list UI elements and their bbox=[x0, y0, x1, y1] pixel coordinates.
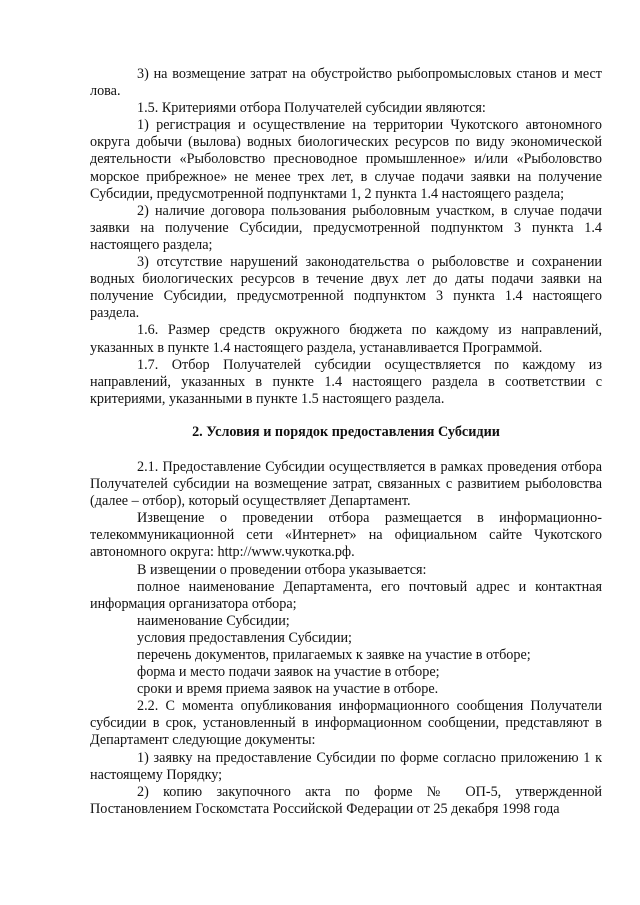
paragraph-1-7-selection: 1.7. Отбор Получателей субсидии осуществляется по каждому из направлений, указанных в пункте 1.4 настоящего раздела в соответствии с критериями, указанными в пункте 1.5 настоящего раздела. bbox=[90, 356, 602, 407]
paragraph-document-2-purchase-act: 2) копию закупочного акта по форме № ОП-5, утвержденной Постановлением Госкомстата Российской Федерации от 25 декабря 1998 года bbox=[90, 783, 602, 817]
paragraph-criterion-3: 3) отсутствие нарушений законодательства о рыболовстве и сохранении водных биологических ресурсов в течение двух лет до даты подачи заявки на получение Субсидии, предусмотренной подпунктом 3 пункта 1.4 настоящего раздела. bbox=[90, 254, 602, 322]
paragraph-notice-publication: Извещение о проведении отбора размещается в информационно-телекоммуникационной сети «Интернет» на официальном сайте Чукотского автономного округа: http://www.чукотка.рф. bbox=[90, 510, 602, 561]
document-page bbox=[90, 66, 602, 818]
paragraph-2-1-provision: 2.1. Предоставление Субсидии осуществляется в рамках проведения отбора Получателей субсидии на возмещение затрат, связанных с развитием рыболовства (далее – отбор), который осуществляет Департамент. bbox=[90, 458, 602, 510]
list-item-subsidy-name: наименование Субсидии; bbox=[137, 612, 290, 629]
section-heading: 2. Условия и порядок предоставления Субсидии bbox=[192, 423, 500, 440]
paragraph-criterion-1: 1) регистрация и осуществление на территории Чукотского автономного округа добычи (вылова) водных биологических ресурсов по виду экономической деятельности «Рыболовство пресноводное промышленное» и/или «Рыболовство морское прибрежное» не менее трех лет, в случае подачи заявки на получение Субсидии, предусмотренной подпунктами 1, 2 пункта 1.4 настоящего раздела; bbox=[90, 117, 602, 202]
list-item-conditions: условия предоставления Субсидии; bbox=[137, 629, 352, 646]
list-item-documents: перечень документов, прилагаемых к заявке на участие в отборе; bbox=[137, 647, 531, 663]
paragraph-subitem-3-stations: 3) на возмещение затрат на обустройство рыбопромысловых станов и мест лова. bbox=[90, 66, 602, 100]
paragraph-2-2-documents: 2.2. С момента опубликования информационного сообщения Получатели субсидии в срок, установленный в информационном сообщении, представляют в Департамент следующие документы: bbox=[90, 698, 602, 749]
list-item-deadlines: сроки и время приема заявок на участие в отборе. bbox=[137, 681, 439, 698]
paragraph-document-1-application: 1) заявку на предоставление Субсидии по форме согласно приложению 1 к настоящему Порядку; bbox=[90, 749, 602, 783]
list-item-form-place: форма и место подачи заявок на участие в отборе; bbox=[137, 664, 440, 681]
paragraph-criterion-2: 2) наличие договора пользования рыболовным участком, в случае подачи заявки на получение Субсидии, предусмотренной подпунктом 3 пункта 1.4 настоящего раздела; bbox=[90, 202, 602, 253]
paragraph-1-5-criteria: 1.5. Критериями отбора Получателей субсидии являются: bbox=[137, 100, 486, 117]
paragraph-notice-contents: В извещении о проведении отбора указывается: bbox=[137, 561, 427, 578]
paragraph-1-6-budget: 1.6. Размер средств окружного бюджета по каждому из направлений, указанных в пункте 1.4 настоящего раздела, устанавливается Программой. bbox=[90, 322, 602, 356]
list-item-department-info: полное наименование Департамента, его почтовый адрес и контактная информация организатора отбора; bbox=[90, 578, 602, 612]
